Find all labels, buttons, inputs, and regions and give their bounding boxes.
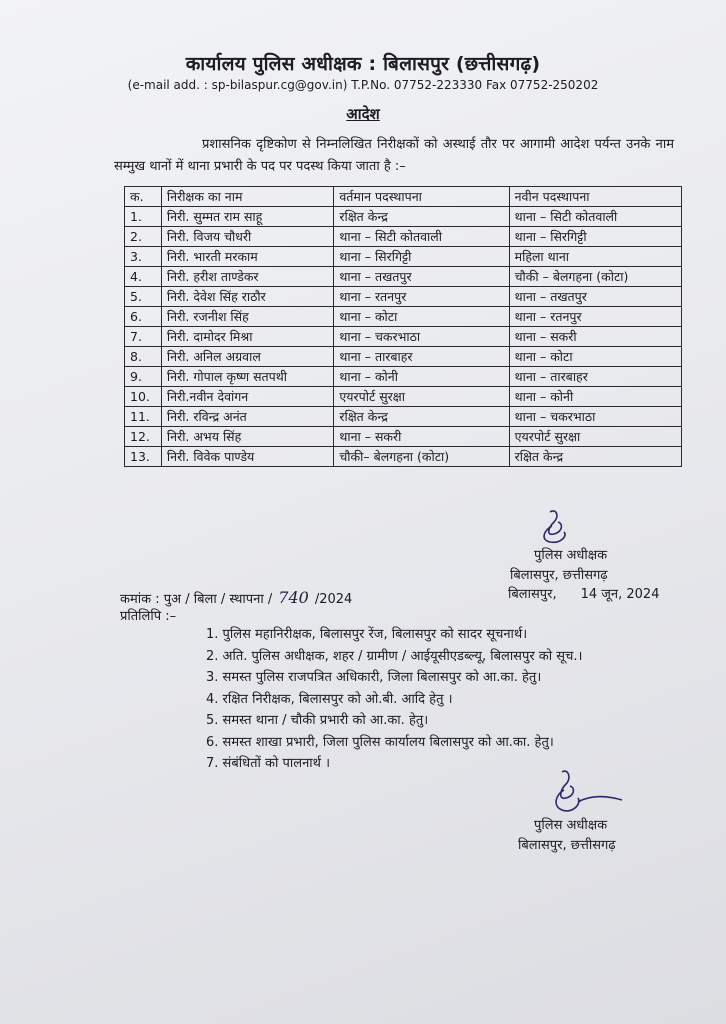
cell-inspector-name: निरी. रजनीश सिंह <box>161 307 333 327</box>
cell-new-posting: थाना – चकरभाठा <box>509 407 681 427</box>
cell-serial: 12. <box>125 427 162 447</box>
table-row <box>125 427 682 447</box>
cell-current-posting: रक्षित केन्द्र <box>334 207 509 227</box>
cell-current-posting: रक्षित केन्द्र <box>334 407 509 427</box>
cell-serial: 11. <box>125 407 162 427</box>
office-title: कार्यालय पुलिस अधीक्षक : बिलासपुर (छत्तीसगढ़) <box>185 53 541 75</box>
table-row <box>125 327 682 347</box>
cell-inspector-name: निरी. विजय चौधरी <box>161 227 333 247</box>
table-row <box>125 287 682 307</box>
cell-serial: 5. <box>125 287 162 307</box>
copy-item: 7. संबंधितों को पालनार्थ । <box>206 756 331 771</box>
cell-inspector-name: निरी. गोपाल कृष्ण सतपथी <box>161 367 333 387</box>
office-contact: (e-mail add. : sp-bilaspur.cg@gov.in) T.P.No. 07752-223330 Fax 07752-250202 <box>127 78 599 92</box>
cell-serial: 2. <box>125 227 162 247</box>
cell-current-posting: थाना – तखतपुर <box>334 267 509 287</box>
table-row <box>125 267 682 287</box>
cell-current-posting: थाना – कोनी <box>334 367 509 387</box>
cell-serial: 4. <box>125 267 162 287</box>
cell-new-posting: महिला थाना <box>509 247 681 267</box>
cell-inspector-name: निरी. अनिल अग्रवाल <box>161 347 333 367</box>
copy-item: 6. समस्त शाखा प्रभारी, जिला पुलिस कार्यालय बिलासपुर को आ.का. हेतु। <box>206 734 554 750</box>
header-current-posting: वर्तमान पदस्थापना <box>334 187 509 207</box>
order-intro: प्रशासनिक दृष्टिकोण से निम्नलिखित निरीक्षकों को अस्थाई तौर पर आगामी आदेश पर्यन्त उनके नाम सम्मुख थानों में थाना प्रभारी के पद पर पदस्थ किया जाता है :– <box>114 137 674 174</box>
reference-place-date <box>508 584 659 602</box>
cell-serial: 8. <box>125 347 162 367</box>
cell-new-posting: चौकी – बेलगहना (कोटा) <box>509 267 681 287</box>
cell-inspector-name: निरी. भारती मरकाम <box>161 247 333 267</box>
cell-serial: 1. <box>125 207 162 227</box>
cell-new-posting: थाना – तखतपुर <box>509 287 681 307</box>
cell-current-posting: थाना – सिटी कोतवाली <box>334 227 509 247</box>
signature-place: बिलासपुर, छत्तीसगढ़ <box>518 838 616 853</box>
cell-serial: 9. <box>125 367 162 387</box>
postings-table <box>124 186 682 467</box>
signature-block-top <box>510 506 608 586</box>
cell-inspector-name: निरी. देवेश सिंह राठौर <box>161 287 333 307</box>
cell-current-posting: थाना – कोटा <box>334 307 509 327</box>
copy-list <box>206 624 582 775</box>
reference-prefix: कमांक : पुअ / बिला / स्थापना / <box>120 592 273 607</box>
cell-current-posting: थाना – तारबाहर <box>334 347 509 367</box>
copy-item: 1. पुलिस महानिरीक्षक, बिलासपुर रेंज, बिलासपुर को सादर सूचनार्थ। <box>206 627 528 642</box>
reference-place: बिलासपुर, <box>508 587 557 602</box>
table-row <box>125 367 682 387</box>
signature-designation: पुलिस अधीक्षक <box>534 548 608 563</box>
cell-inspector-name: निरी. अभय सिंह <box>161 427 333 447</box>
cell-serial: 3. <box>125 247 162 267</box>
cell-current-posting: थाना – सकरी <box>334 427 509 447</box>
table-row <box>125 307 682 327</box>
table-row <box>125 447 682 467</box>
copy-item: 4. रक्षित निरीक्षक, बिलासपुर को ओ.बी. आदि हेतु । <box>206 691 453 707</box>
signature-place: बिलासपुर, छत्तीसगढ़ <box>510 568 608 583</box>
reference-date: 14 जून, 2024 <box>580 587 660 602</box>
cell-inspector-name: निरी. दामोदर मिश्रा <box>161 327 333 347</box>
reference-line <box>120 588 352 607</box>
cell-new-posting: थाना – सिटी कोतवाली <box>509 207 681 227</box>
signature-scribble <box>518 766 628 816</box>
table-row <box>125 227 682 247</box>
header-new-posting: नवीन पदस्थापना <box>509 187 681 207</box>
cell-new-posting: थाना – सिरगिट्टी <box>509 227 681 247</box>
signature-designation: पुलिस अधीक्षक <box>534 818 608 833</box>
copy-item: 5. समस्त थाना / चौकी प्रभारी को आ.का. हेतु। <box>206 713 429 728</box>
cell-inspector-name: निरी. सुम्मत राम साहू <box>161 207 333 227</box>
header-inspector-name: निरीक्षक का नाम <box>161 187 333 207</box>
cell-new-posting: थाना – सकरी <box>509 327 681 347</box>
cell-new-posting: थाना – कोनी <box>509 387 681 407</box>
reference-year: /2024 <box>314 592 353 607</box>
copy-item: 3. समस्त पुलिस राजपत्रित अधिकारी, जिला बिलासपुर को आ.का. हेतु। <box>206 670 542 685</box>
cell-inspector-name: निरी.नवीन देवांगन <box>161 387 333 407</box>
cell-current-posting: थाना – चकरभाठा <box>334 327 509 347</box>
cell-current-posting: एयरपोर्ट सुरक्षा <box>334 387 509 407</box>
cell-new-posting: थाना – रतनपुर <box>509 307 681 327</box>
copy-item: 2. अति. पुलिस अधीक्षक, शहर / ग्रामीण / आईयूसीएडब्ल्यू, बिलासपुर को सूच.। <box>206 648 583 664</box>
cell-inspector-name: निरी. हरीश ताण्डेकर <box>161 267 333 287</box>
cell-serial: 6. <box>125 307 162 327</box>
cell-serial: 7. <box>125 327 162 347</box>
cell-new-posting: थाना – कोटा <box>509 347 681 367</box>
cell-inspector-name: निरी. रविन्द्र अनंत <box>161 407 333 427</box>
cell-inspector-name: निरी. विवेक पाण्डेय <box>161 447 333 467</box>
table-row <box>125 387 682 407</box>
table-row <box>125 247 682 267</box>
table-row <box>125 207 682 227</box>
table-row <box>125 347 682 367</box>
header-serial: क. <box>125 187 162 207</box>
table-row <box>125 407 682 427</box>
cell-serial: 13. <box>125 447 162 467</box>
signature-block-bottom <box>518 766 628 856</box>
cell-current-posting: चौकी– बेलगहना (कोटा) <box>334 447 509 467</box>
table-body <box>125 207 682 467</box>
table-header-row <box>125 187 682 207</box>
reference-number: 740 <box>278 588 309 607</box>
cell-serial: 10. <box>125 387 162 407</box>
cell-new-posting: थाना – तारबाहर <box>509 367 681 387</box>
order-heading: आदेश <box>346 105 380 123</box>
signature-scribble <box>510 506 600 546</box>
cell-new-posting: एयरपोर्ट सुरक्षा <box>509 427 681 447</box>
copy-label: प्रतिलिपि :– <box>120 609 177 624</box>
cell-new-posting: रक्षित केन्द्र <box>509 447 681 467</box>
cell-current-posting: थाना – सिरगिट्टी <box>334 247 509 267</box>
cell-current-posting: थाना – रतनपुर <box>334 287 509 307</box>
